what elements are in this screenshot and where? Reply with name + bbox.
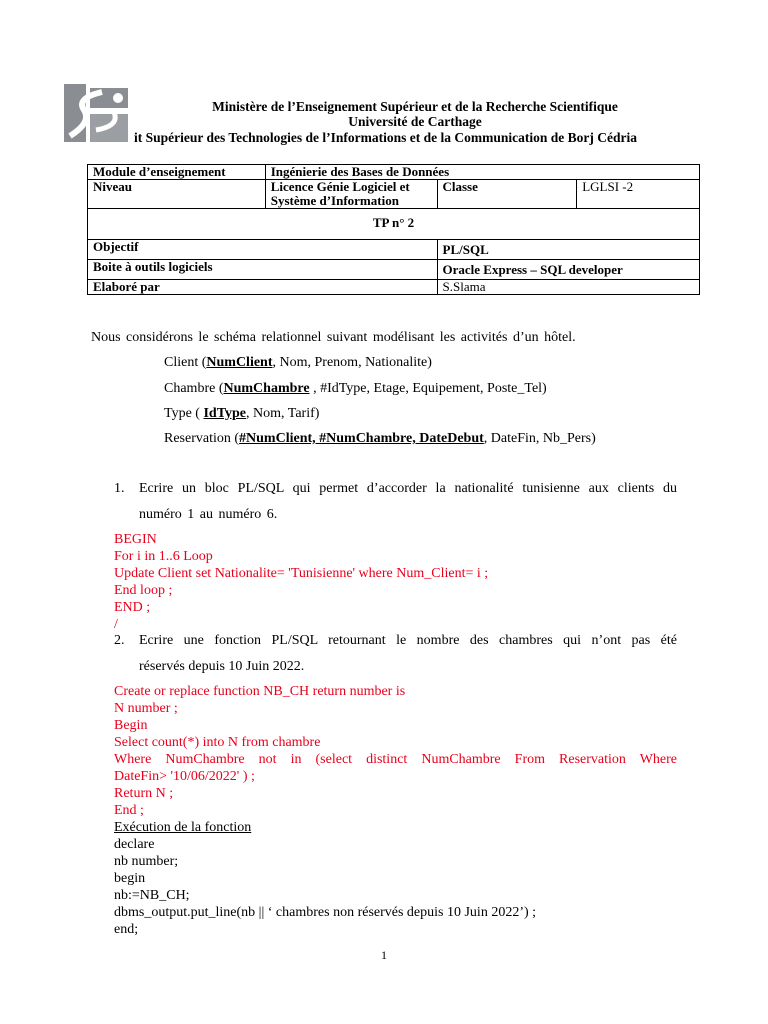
execution-line: declare <box>114 837 155 852</box>
code-block-2 <box>114 683 677 819</box>
niveau-label: Niveau <box>88 180 266 209</box>
code2-line: Begin <box>114 718 148 733</box>
execution-line: begin <box>114 871 146 886</box>
code2-line: End ; <box>114 803 144 818</box>
q1-line-2: numéro 1 au numéro 6. <box>139 507 278 522</box>
schema-client-post: , Nom, Prenom, Nationalite) <box>272 355 432 370</box>
code1-line: For i in 1..6 Loop <box>114 549 213 564</box>
execution-block <box>114 819 536 938</box>
schema-type-key: IdType <box>203 406 246 421</box>
university-title: Université de Carthage <box>348 114 482 129</box>
module-value: Ingénierie des Bases de Données <box>265 165 699 180</box>
code1-line: BEGIN <box>114 532 157 547</box>
boite-value: Oracle Express – SQL developer <box>437 260 700 280</box>
objectif-value: PL/SQL <box>437 240 700 260</box>
code2-line: Create or replace function NB_CH return number is <box>114 684 406 699</box>
page-number: 1 <box>381 948 387 962</box>
schema-reservation-post: , DateFin, Nb_Pers) <box>483 431 596 446</box>
execution-title: Exécution de la fonction <box>114 820 252 835</box>
classe-label: Classe <box>437 180 577 209</box>
schema-reservation-key: #NumClient, #NumChambre, DateDebut <box>239 431 484 446</box>
schema-client <box>164 355 432 371</box>
execution-line: nb:=NB_CH; <box>114 888 190 903</box>
code-block-1 <box>114 531 488 633</box>
code1-line: End loop ; <box>114 583 173 598</box>
schema-type-post: , Nom, Tarif) <box>246 406 320 421</box>
schema-client-key: NumClient <box>206 355 273 370</box>
code2-line: Return N ; <box>114 786 174 801</box>
code2-line: Where NumChambre not in (select distinct NumChambre From Reservation Where <box>114 752 677 767</box>
schema-chambre-key: NumChambre <box>223 381 310 396</box>
classe-value: LGLSI -2 <box>577 180 700 209</box>
module-label: Module d’enseignement <box>88 165 266 180</box>
ministry-title: Ministère de l’Enseignement Supérieur et de la Recherche Scientifique <box>212 99 618 114</box>
schema-chambre <box>164 381 547 397</box>
niveau-value-line-2: Système d’Information <box>270 193 399 208</box>
q2-line-1: Ecrire une fonction PL/SQL retournant le nombre des chambres qui n’ont pas été <box>139 633 677 648</box>
schema-client-pre: Client ( <box>164 355 207 370</box>
code1-line: END ; <box>114 600 151 615</box>
course-info-table <box>87 164 700 295</box>
schema-chambre-post: , #IdType, Etage, Equipement, Poste_Tel) <box>309 381 547 396</box>
q1-number: 1. <box>114 481 125 496</box>
code2-line: N number ; <box>114 701 178 716</box>
schema-type <box>164 406 319 422</box>
objectif-label: Objectif <box>88 240 438 260</box>
code2-line: Select count(*) into N from chambre <box>114 735 321 750</box>
elabore-value: S.Slama <box>437 280 700 295</box>
execution-line: end; <box>114 922 139 937</box>
institute-title: it Supérieur des Technologies de l’Informations et de la Communication de Borj Cédria <box>134 130 638 145</box>
q2-line-2: réservés depuis 10 Juin 2022. <box>139 659 305 674</box>
code2-line: DateFin> '10/06/2022' ) ; <box>114 769 255 784</box>
intro-paragraph: Nous considérons le schéma relationnel suivant modélisant les activités d’un hôtel. <box>91 330 576 345</box>
q1-line-1: Ecrire un bloc PL/SQL qui permet d’accorder la nationalité tunisienne aux clients du <box>139 481 677 496</box>
execution-line: dbms_output.put_line(nb || ‘ chambres non réservés depuis 10 Juin 2022’) ; <box>114 905 537 920</box>
code1-line: / <box>114 617 118 632</box>
schema-chambre-pre: Chambre ( <box>164 381 224 396</box>
schema-reservation-pre: Reservation ( <box>164 431 240 446</box>
q2-number: 2. <box>114 633 125 648</box>
tp-title: TP n° 2 <box>88 209 700 240</box>
niveau-value-line-1: Licence Génie Logiciel et <box>270 179 410 194</box>
niveau-value <box>265 180 437 209</box>
schema-reservation <box>164 431 596 447</box>
code1-line: Update Client set Nationalite= 'Tunisienne' where Num_Client= i ; <box>114 566 489 581</box>
elabore-label: Elaboré par <box>88 280 438 295</box>
schema-type-pre: Type ( <box>164 406 204 421</box>
execution-line: nb number; <box>114 854 179 869</box>
boite-label: Boite à outils logiciels <box>88 260 438 280</box>
